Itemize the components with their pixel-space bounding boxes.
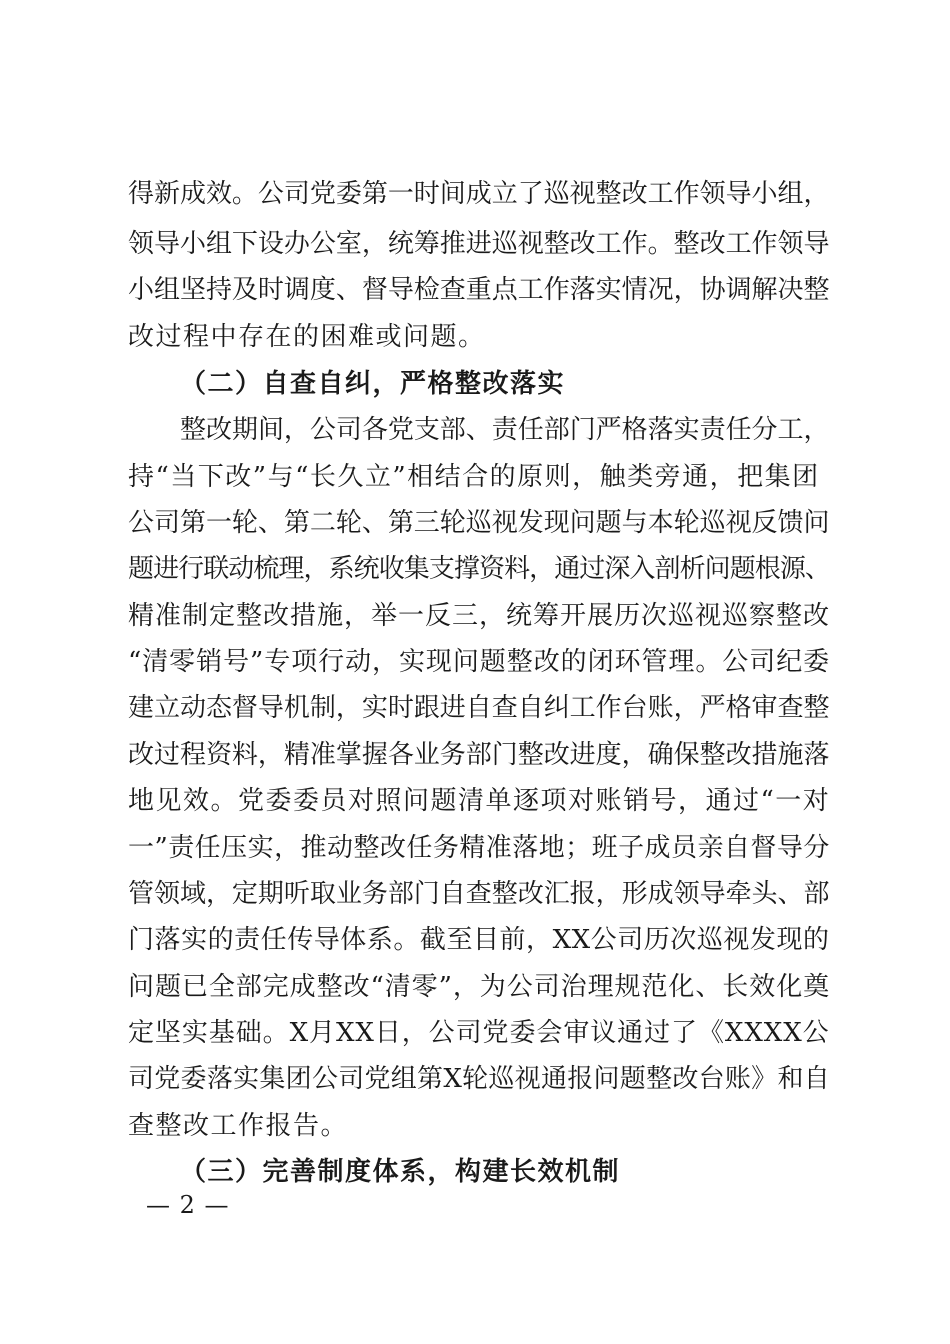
section-heading: （三）完善制度体系，构建长效机制 bbox=[180, 1157, 621, 1187]
paragraph-line: 题进行联动梳理，系统收集支撑资料，通过深入剖析问题根源、 bbox=[128, 554, 831, 584]
paragraph-line: 小组坚持及时调度、督导检查重点工作落实情况，协调解决整 bbox=[128, 275, 830, 305]
paragraph-line: 定坚实基础。X月XX日，公司党委会审议通过了《XXXX公 bbox=[128, 1018, 830, 1048]
paragraph-line: 问题已全部完成整改“清零”，为公司治理规范化、长效化奠 bbox=[128, 972, 831, 1002]
paragraph-line: “清零销号”专项行动，实现问题整改的闭环管理。公司纪委 bbox=[128, 647, 831, 677]
paragraph-line: 改过程中存在的困难或问题。 bbox=[128, 322, 486, 352]
paragraph-line: 整改期间，公司各党支部、责任部门严格落实责任分工， bbox=[180, 415, 830, 445]
paragraph-line: 建立动态督导机制，实时跟进自查自纠工作台账，严格审查整 bbox=[128, 693, 830, 723]
paragraph-line: 精准制定整改措施，举一反三，统筹开展历次巡视巡察整改 bbox=[128, 601, 831, 631]
paragraph-line: 持“当下改”与“长久立”相结合的原则，触类旁通，把集团 bbox=[128, 462, 820, 492]
section-heading: （二）自查自纠，严格整改落实 bbox=[180, 369, 566, 399]
page-number: — 2 — bbox=[146, 1191, 230, 1219]
paragraph-line: 司党委落实集团公司党组第X轮巡视通报问题整改台账》和自 bbox=[128, 1064, 831, 1094]
paragraph-line: 一”责任压实，推动整改任务精准落地；班子成员亲自督导分 bbox=[128, 833, 830, 863]
paragraph-line: 公司第一轮、第二轮、第三轮巡视发现问题与本轮巡视反馈问 bbox=[128, 508, 830, 538]
paragraph-line: 地见效。党委委员对照问题清单逐项对账销号，通过“一对 bbox=[128, 786, 831, 816]
paragraph-line: 领导小组下设办公室，统筹推进巡视整改工作。整改工作领导 bbox=[128, 229, 830, 259]
paragraph-line: 得新成效。公司党委第一时间成立了巡视整改工作领导小组， bbox=[128, 179, 830, 209]
paragraph-line: 门落实的责任传导体系。截至目前，XX公司历次巡视发现的 bbox=[128, 925, 830, 955]
paragraph-line: 改过程资料，精准掌握各业务部门整改进度，确保整改措施落 bbox=[128, 740, 830, 770]
paragraph-line: 管领域，定期听取业务部门自查整改汇报，形成领导牵头、部 bbox=[128, 879, 830, 909]
paragraph-line: 查整改工作报告。 bbox=[128, 1111, 349, 1141]
